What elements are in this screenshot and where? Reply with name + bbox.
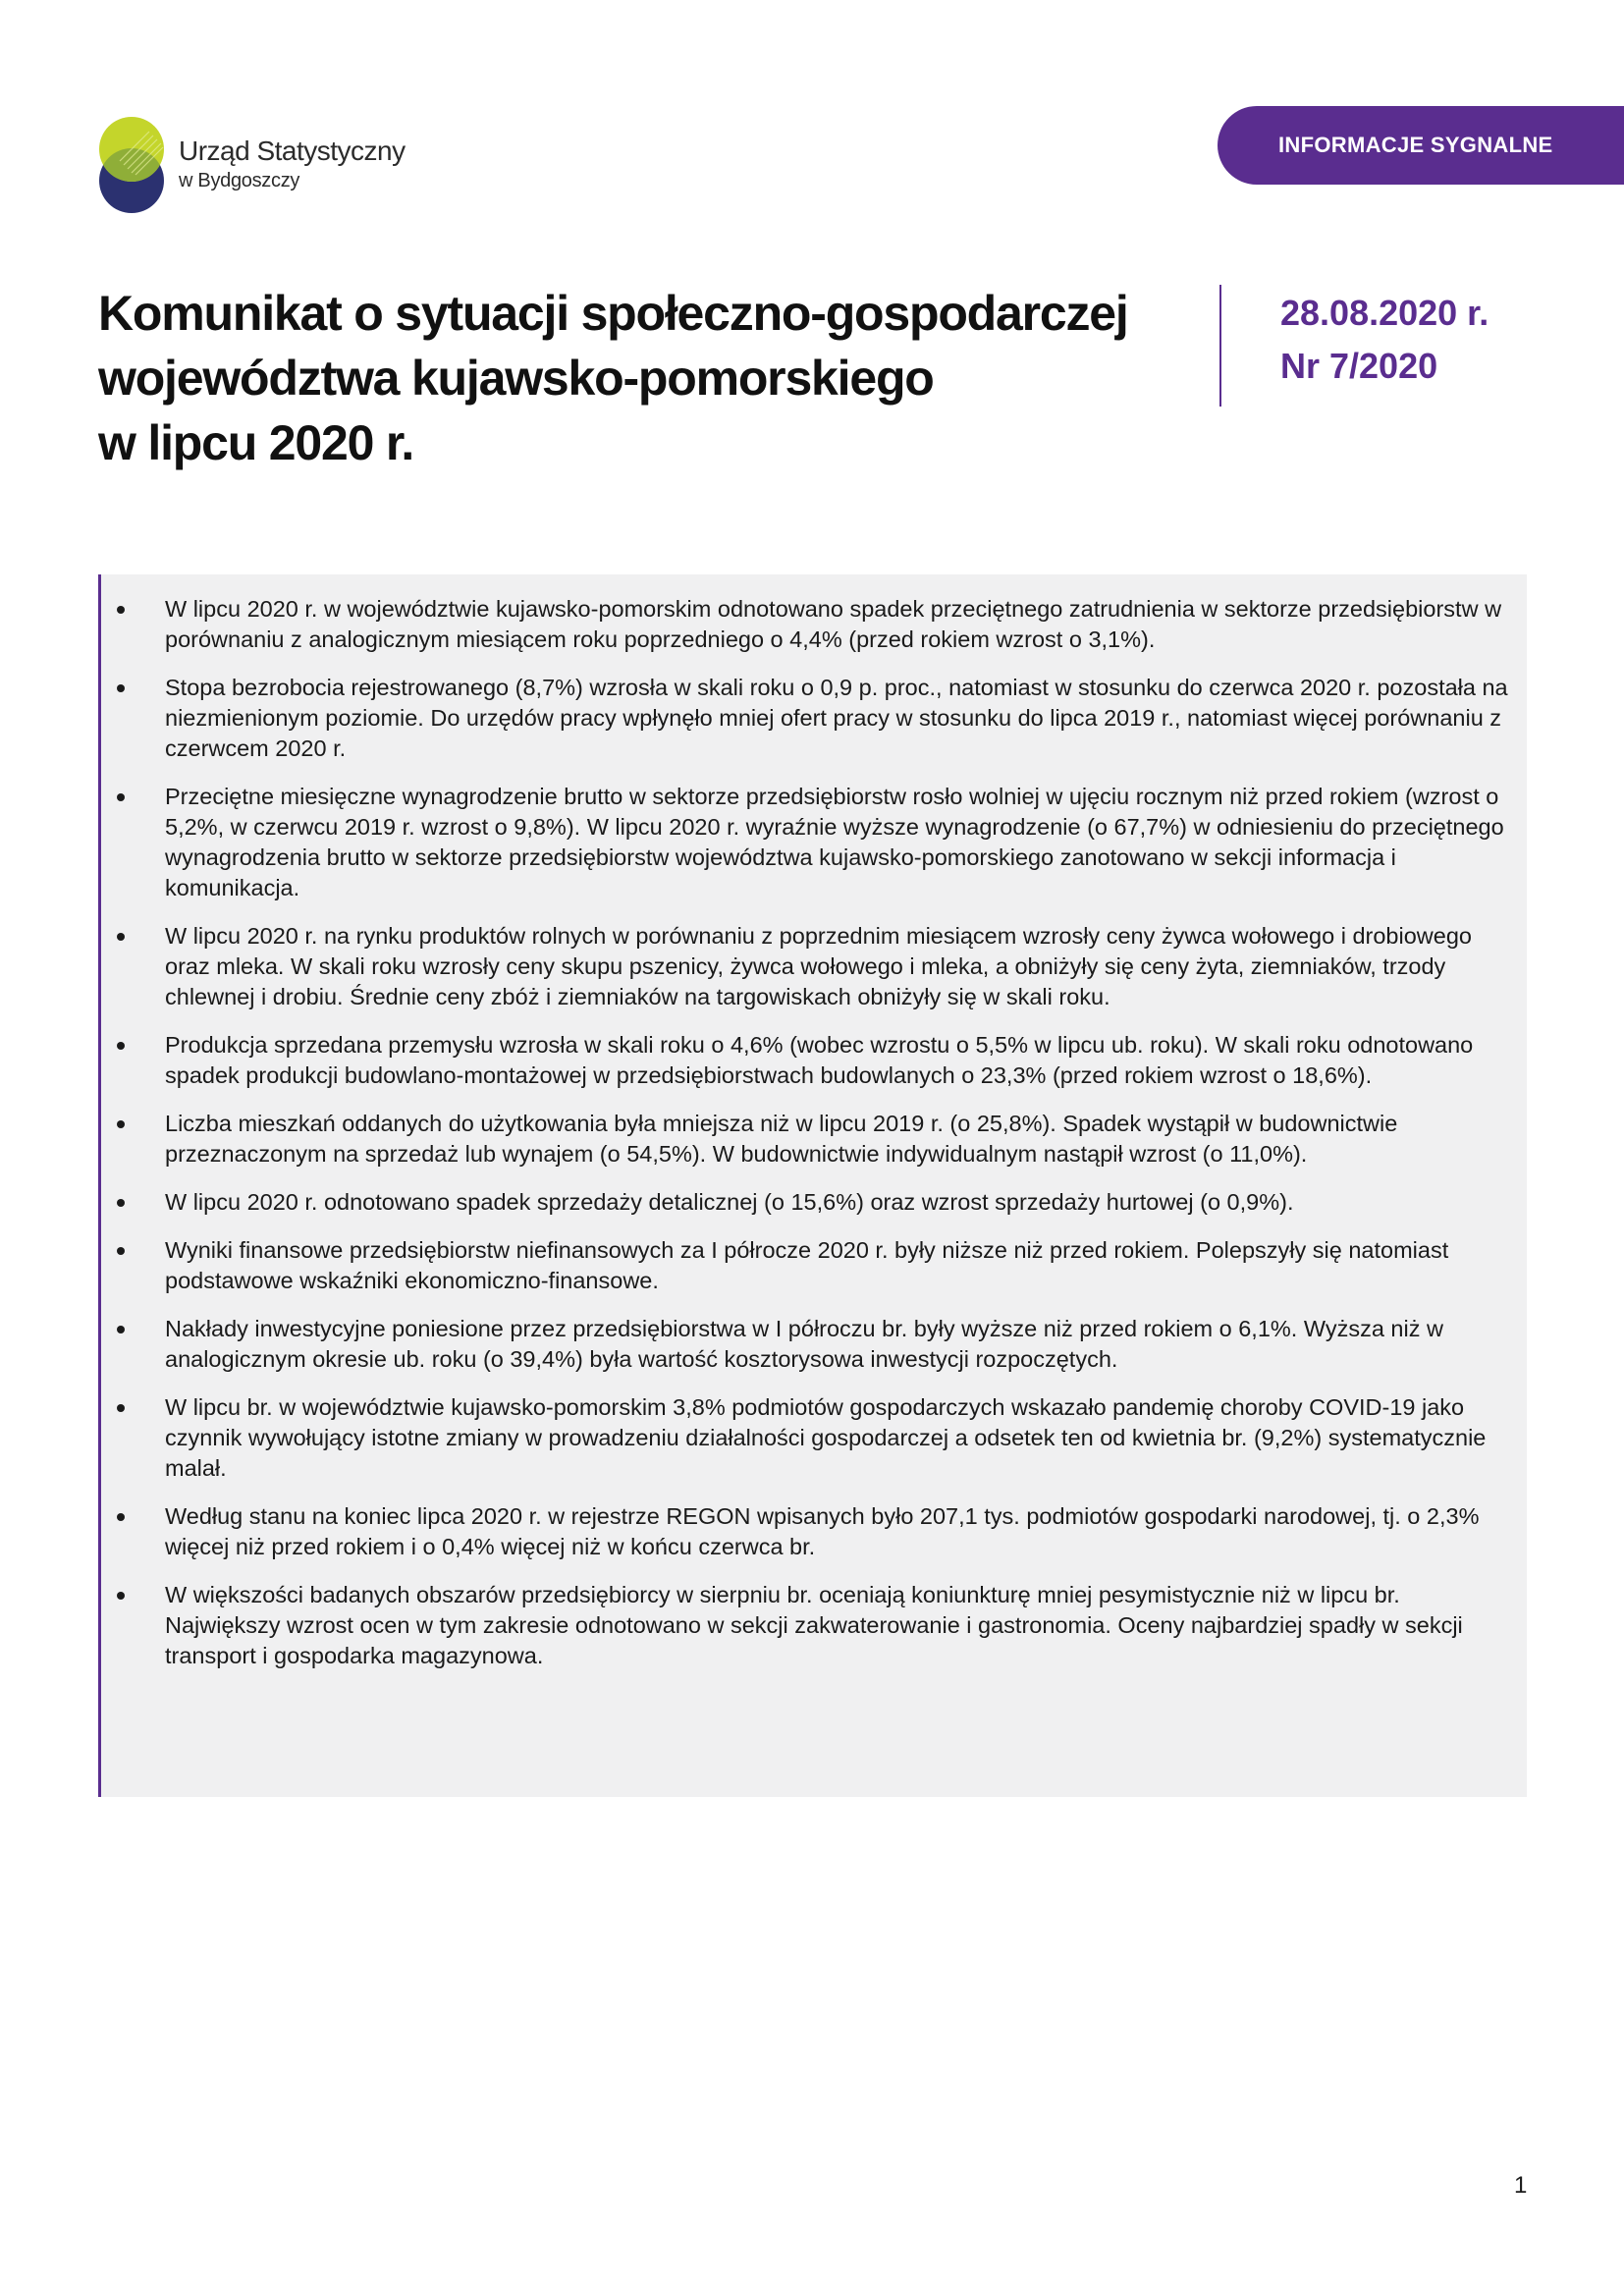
header-divider xyxy=(1219,285,1221,407)
summary-item: Przeciętne miesięczne wynagrodzenie brutto w sektorze przedsiębiorstw rosło wolniej w ujęciu rocznym niż przed rokiem (wzrost o 5,2%, w czerwcu 2019 r. wzrost o 9,8%). W lipcu 2020 r. wyraźnie wyższe wynagrodzenie (o 67,7%) w odniesieniu do przeciętnego wynagrodzenia brutto w sektorze przedsiębiorstw województwa kujawsko-pomorskiego zanotowano w sekcji informacja i komunikacja. xyxy=(101,782,1513,903)
logo-institution-city: w Bydgoszczy xyxy=(179,170,300,191)
summary-item: W lipcu 2020 r. odnotowano spadek sprzedaży detalicznej (o 15,6%) oraz wzrost sprzedaży hurtowej (o 0,9%). xyxy=(101,1187,1513,1218)
publication-type-badge: INFORMACJE SYGNALNE xyxy=(1218,106,1624,185)
page-number: 1 xyxy=(1514,2172,1528,2199)
summary-list xyxy=(101,594,1513,1671)
summary-item: Stopa bezrobocia rejestrowanego (8,7%) wzrosła w skali roku o 0,9 p. proc., natomiast w stosunku do czerwca 2020 r. pozostała na niezmienionym poziomie. Do urzędów pracy wpłynęło mniej ofert pracy w stosunku do lipca 2019 r., natomiast więcej porównaniu z czerwcem 2020 r. xyxy=(101,673,1513,764)
summary-item: Według stanu na koniec lipca 2020 r. w rejestrze REGON wpisanych było 207,1 tys. podmiotów gospodarki narodowej, tj. o 2,3% więcej niż przed rokiem i o 0,4% więcej niż w końcu czerwca br. xyxy=(101,1501,1513,1562)
logo-institution-name: Urząd Statystyczny xyxy=(179,136,406,166)
summary-item: Wyniki finansowe przedsiębiorstw niefinansowych za I półrocze 2020 r. były niższe niż przed rokiem. Polepszyły się natomiast podstawowe wskaźniki ekonomiczno-finansowe. xyxy=(101,1235,1513,1296)
summary-item: W lipcu 2020 r. w województwie kujawsko-pomorskim odnotowano spadek przeciętnego zatrudnienia w sektorze przedsiębiorstw w porównaniu z analogicznym miesiącem roku poprzedniego o 4,4% (przed rokiem wzrost o 3,1%). xyxy=(101,594,1513,655)
logo-circles-icon xyxy=(98,116,169,214)
summary-item: Liczba mieszkań oddanych do użytkowania była mniejsza niż w lipcu 2019 r. (o 25,8%). Spadek wystąpił w budownictwie przeznaczonym na sprzedaż lub wynajem (o 54,5%). W budownictwie indywidualnym nastąpił wzrost (o 11,0%). xyxy=(101,1109,1513,1170)
summary-item: W lipcu 2020 r. na rynku produktów rolnych w porównaniu z poprzednim miesiącem wzrosły ceny żywca wołowego i drobiowego oraz mleka. W skali roku wzrosły ceny skupu pszenicy, żywca wołowego i mleka, a obniżyły się ceny żyta, ziemniaków, trzody chlewnej i drobiu. Średnie ceny zbóż i ziemniaków na targowiskach obniżyły się w skali roku. xyxy=(101,921,1513,1012)
institution-logo xyxy=(98,116,432,214)
summary-item: W lipcu br. w województwie kujawsko-pomorskim 3,8% podmiotów gospodarczych wskazało pandemię choroby COVID-19 jako czynnik wywołujący istotne zmiany w prowadzeniu działalności gospodarczej a odsetek ten od kwietnia br. (9,2%) systematycznie malał. xyxy=(101,1392,1513,1484)
page-title xyxy=(98,281,1129,475)
summary-item: Nakłady inwestycyjne poniesione przez przedsiębiorstwa w I półroczu br. były wyższe niż przed rokiem o 6,1%. Wyższa niż w analogicznym okresie ub. roku (o 39,4%) była wartość kosztorysowa inwestycji rozpoczętych. xyxy=(101,1314,1513,1375)
title-line: województwa kujawsko-pomorskiego xyxy=(98,351,934,406)
title-line: w lipcu 2020 r. xyxy=(98,415,414,470)
publication-date: 28.08.2020 r. xyxy=(1280,293,1489,333)
summary-item: Produkcja sprzedana przemysłu wzrosła w skali roku o 4,6% (wobec wzrostu o 5,5% w lipcu ub. roku). W skali roku odnotowano spadek produkcji budowlano-montażowej w przedsiębiorstwach budowlanych o 23,3% (przed rokiem wzrost o 18,6%). xyxy=(101,1030,1513,1091)
summary-box xyxy=(98,574,1527,1797)
issue-number: Nr 7/2020 xyxy=(1280,346,1438,386)
summary-item: W większości badanych obszarów przedsiębiorcy w sierpniu br. oceniają koniunkturę mniej pesymistycznie niż w lipcu br. Największy wzrost ocen w tym zakresie odnotowano w sekcji zakwaterowanie i gastronomia. Oceny najbardziej spadły w sekcji transport i gospodarka magazynowa. xyxy=(101,1580,1513,1671)
title-line: Komunikat o sytuacji społeczno-gospodarczej xyxy=(98,286,1128,341)
